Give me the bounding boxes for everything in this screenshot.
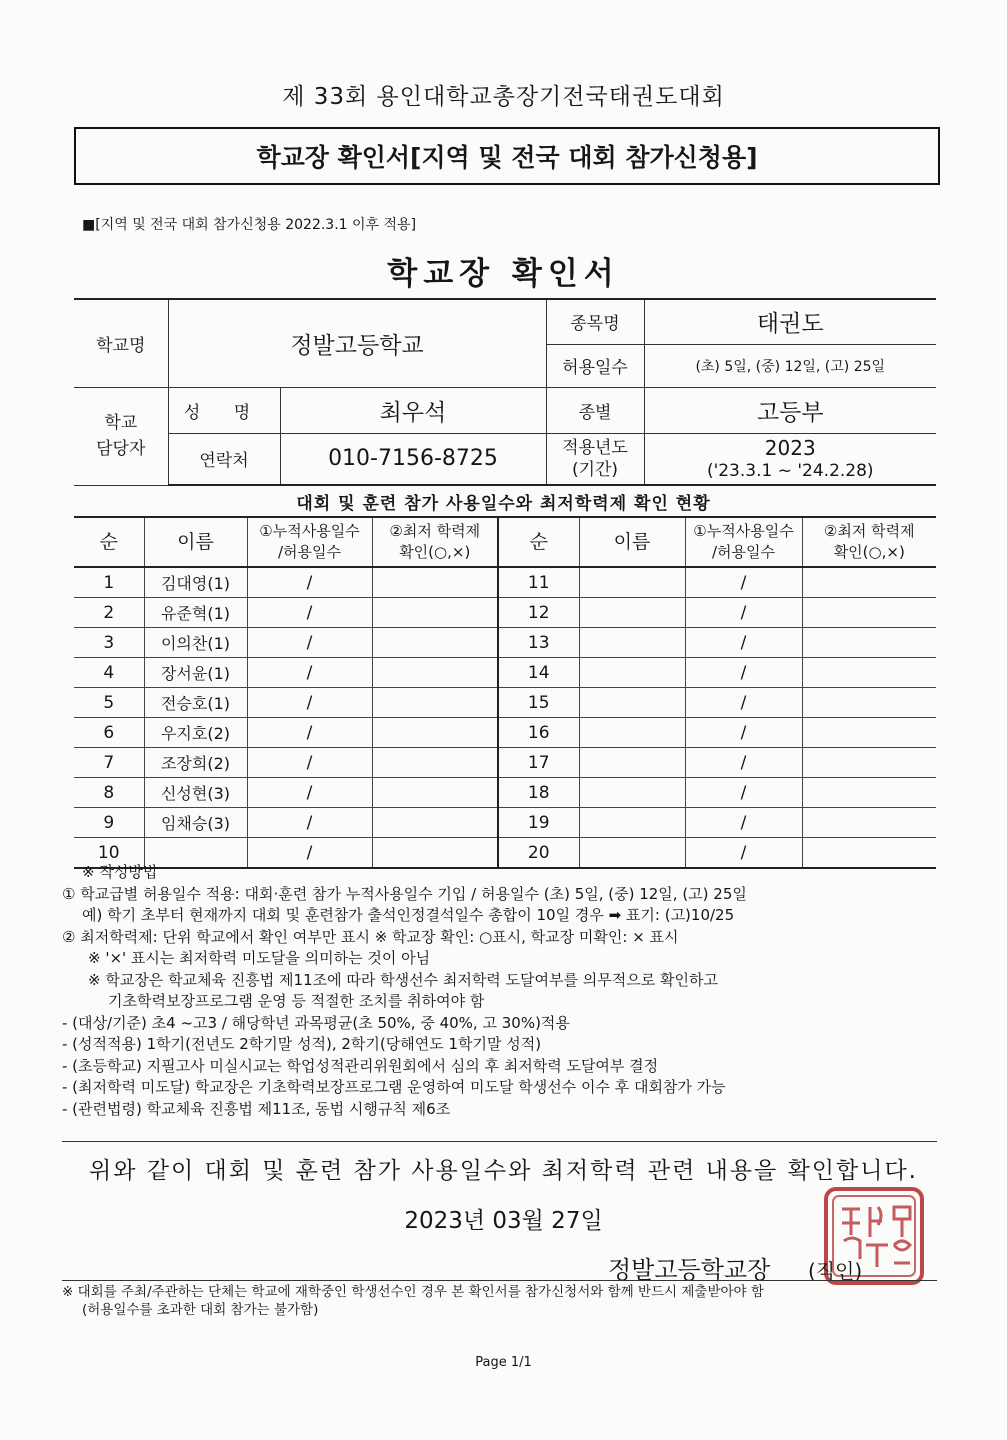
instruction-line: ② 최저학력제: 단위 학교에서 확인 여부만 표시 ※ 학교장 확인: ○표시, 학교장 미확인: × 표시 (62, 927, 679, 946)
table-row (499, 718, 936, 748)
section-title: 대회 및 훈련 참가 사용일수와 최저학력제 확인 현황 (296, 494, 711, 514)
table-row (74, 598, 498, 628)
roster-table-right (499, 516, 936, 869)
instruction-line: 예) 학기 초부터 현재까지 대회 및 훈련참가 출석인정결석일수 총합이 10일 경우 ➡ 표기: (고)10/25 (82, 906, 735, 924)
roster-min-achievement-cell (372, 688, 498, 718)
roster-days-cell: / (685, 838, 802, 869)
roster-no-cell: 17 (499, 748, 579, 778)
allowed-days-value: (초) 5일, (중) 12일, (고) 25일 (644, 344, 936, 387)
form-header-box (74, 127, 940, 185)
instruction-line: ※ '×' 표시는 최저학력 미도달을 의미하는 것이 아님 (88, 949, 431, 967)
roster-name-cell: 신성현(3) (144, 778, 247, 808)
roster-no-cell: 15 (499, 688, 579, 718)
roster-name-cell (579, 778, 685, 808)
roster-name-cell: 조장희(2) (144, 748, 247, 778)
roster-no-cell: 5 (74, 688, 144, 718)
table-row (499, 628, 936, 658)
issue-date: 2023년 03월 27일 (404, 1208, 603, 1234)
roster-min-achievement-cell (802, 748, 936, 778)
table-row (499, 567, 936, 598)
roster-min-achievement-cell (372, 567, 498, 598)
roster-no-cell: 9 (74, 808, 144, 838)
footnote-line-2: (허용일수를 초과한 대회 참가는 불가함) (82, 1302, 319, 1318)
table-row (74, 567, 498, 598)
roster-days-cell: / (247, 838, 372, 869)
roster-no-cell: 19 (499, 808, 579, 838)
instruction-line: - (대상/기준) 초4 ~고3 / 해당학년 과목평균(초 50%, 중 40%, 고 30%)적용 (62, 1013, 570, 1032)
instruction-line: - (관련법령) 학교체육 진흥법 제11조, 동법 시행규칙 제6조 (62, 1099, 451, 1118)
form-header-text: 학교장 확인서[지역 및 전국 대회 참가신청용] (256, 143, 758, 172)
allowed-days-label: 허용일수 (546, 344, 644, 387)
instruction-line: - (최저학력 미도달) 학교장은 기초학력보장프로그램 운영하여 미도달 학생선수 이수 후 대회참가 가능 (62, 1078, 726, 1096)
roster-min-achievement-cell (802, 808, 936, 838)
roster-header-no: 순 (499, 517, 579, 567)
roster-name-cell (579, 598, 685, 628)
roster-name-cell: 우지호(2) (144, 718, 247, 748)
table-row (74, 718, 498, 748)
instruction-line: ※ 학교장은 학교체육 진흥법 제11조에 따라 학생선수 최저학력 도달여부를 의무적으로 확인하고 (88, 970, 718, 989)
roster-days-cell: / (247, 718, 372, 748)
footnote-line-1: ※ 대회를 주최/주관하는 단체는 학교에 재학중인 학생선수인 경우 본 확인서를 참가신청서와 함께 반드시 제출받아야 함 (62, 1284, 764, 1300)
roster-min-achievement-cell (372, 808, 498, 838)
roster-name-cell: 이의찬(1) (144, 628, 247, 658)
roster-no-cell: 3 (74, 628, 144, 658)
manager-label: 학교 담당자 (74, 387, 168, 485)
roster-days-cell: / (247, 688, 372, 718)
roster-table-left (74, 516, 499, 869)
roster-no-cell: 18 (499, 778, 579, 808)
confirmation-statement: 위와 같이 대회 및 훈련 참가 사용일수와 최저학력 관련 내용을 확인합니다. (89, 1158, 918, 1184)
roster-no-cell: 8 (74, 778, 144, 808)
roster-no-cell: 4 (74, 658, 144, 688)
contact-value: 010-7156-8725 (280, 433, 546, 485)
roster-days-cell: / (685, 778, 802, 808)
applicable-year-value: 2023 (764, 435, 816, 460)
roster-name-cell (579, 808, 685, 838)
event-title: 제 33회 용인대학교총장기전국태권도대회 (282, 84, 725, 110)
roster-name-cell (579, 688, 685, 718)
roster-days-cell: / (685, 598, 802, 628)
table-row (74, 628, 498, 658)
roster-days-cell: / (247, 567, 372, 598)
roster-min-achievement-cell (802, 567, 936, 598)
roster-no-cell: 12 (499, 598, 579, 628)
contact-label: 연락처 (168, 433, 280, 485)
roster-days-cell: / (247, 658, 372, 688)
roster-days-cell: / (247, 598, 372, 628)
roster-no-cell: 16 (499, 718, 579, 748)
applicability-notice: ■[지역 및 전국 대회 참가신청용 2022.3.1 이후 적용] (82, 217, 417, 233)
table-row (74, 688, 498, 718)
footer-divider-line (62, 1280, 937, 1281)
roster-no-cell: 10 (74, 838, 144, 869)
roster-header-min-achievement: ②최저 학력제 확인(○,×) (372, 517, 498, 567)
roster-name-cell: 임채승(3) (144, 808, 247, 838)
roster-no-cell: 7 (74, 748, 144, 778)
roster-days-cell: / (685, 658, 802, 688)
roster-days-cell: / (685, 567, 802, 598)
document-title: 학교장 확인서 (387, 256, 620, 292)
roster-header-name: 이름 (144, 517, 247, 567)
division-label: 종별 (546, 387, 644, 433)
roster-min-achievement-cell (802, 658, 936, 688)
roster-name-cell (579, 567, 685, 598)
roster-min-achievement-cell (372, 718, 498, 748)
roster-min-achievement-cell (372, 778, 498, 808)
table-row (499, 688, 936, 718)
roster-no-cell: 13 (499, 628, 579, 658)
table-row (499, 808, 936, 838)
roster-name-cell: 유준혁(1) (144, 598, 247, 628)
roster-days-cell: / (247, 628, 372, 658)
roster-days-cell: / (685, 718, 802, 748)
table-row (74, 778, 498, 808)
roster-days-cell: / (685, 748, 802, 778)
table-row (499, 778, 936, 808)
table-row (74, 658, 498, 688)
instruction-line: 기초학력보장프로그램 운영 등 적절한 조치를 취하여야 함 (108, 992, 485, 1010)
table-row (499, 658, 936, 688)
school-info-table (74, 298, 936, 486)
roster-days-cell: / (247, 808, 372, 838)
instruction-line: - (성적적용) 1학기(전년도 2학기말 성적), 2학기(당해연도 1학기말 성적) (62, 1035, 542, 1053)
roster-min-achievement-cell (372, 658, 498, 688)
roster-min-achievement-cell (372, 748, 498, 778)
roster-min-achievement-cell (802, 598, 936, 628)
table-row (74, 748, 498, 778)
footnote (62, 1283, 942, 1319)
roster-no-cell: 14 (499, 658, 579, 688)
applicable-year-label: 적용년도 (기간) (546, 433, 644, 485)
roster-days-cell: / (685, 808, 802, 838)
roster-no-cell: 1 (74, 567, 144, 598)
roster-header-days: ①누적사용일수 /허용일수 (247, 517, 372, 567)
seal-suffix: (직인) (807, 1259, 863, 1283)
school-name-value: 정발고등학교 (168, 299, 546, 387)
sport-label: 종목명 (546, 299, 644, 344)
instruction-line: ① 학교급별 허용일수 적용: 대회·훈련 참가 누적사용일수 기입 / 허용일수 (초) 5일, (중) 12일, (고) 25일 (62, 884, 747, 903)
applicable-period-value: ('23.3.1 ~ '24.2.28) (706, 460, 874, 481)
roster-min-achievement-cell (372, 628, 498, 658)
roster-no-cell: 20 (499, 838, 579, 869)
applicable-year-cell (644, 433, 936, 485)
school-name-label: 학교명 (74, 299, 168, 387)
roster-header-name: 이름 (579, 517, 685, 567)
roster-name-cell: 장서윤(1) (144, 658, 247, 688)
roster-min-achievement-cell (372, 598, 498, 628)
roster-no-cell: 2 (74, 598, 144, 628)
roster-header-no: 순 (74, 517, 144, 567)
roster-min-achievement-cell (802, 628, 936, 658)
division-value: 고등부 (644, 387, 936, 433)
roster-name-cell (579, 718, 685, 748)
roster-header-days: ①누적사용일수 /허용일수 (685, 517, 802, 567)
instruction-line: ※ 작성방법 (82, 863, 158, 881)
roster-days-cell: / (247, 778, 372, 808)
roster-no-cell: 11 (499, 567, 579, 598)
manager-name-label: 성 명 (168, 387, 280, 433)
principal-title: 정발고등학교장 (608, 1256, 771, 1284)
roster-name-cell: 김대영(1) (144, 567, 247, 598)
divider-line (62, 1141, 937, 1142)
roster-days-cell: / (685, 628, 802, 658)
roster-days-cell: / (685, 688, 802, 718)
roster-name-cell (579, 658, 685, 688)
sport-value: 태권도 (644, 299, 936, 344)
roster-days-cell: / (247, 748, 372, 778)
page-number: Page 1/1 (475, 1355, 532, 1370)
table-row (499, 598, 936, 628)
roster-min-achievement-cell (802, 778, 936, 808)
instructions-block (62, 862, 942, 1120)
manager-name-value: 최우석 (280, 387, 546, 433)
table-row (74, 808, 498, 838)
roster-min-achievement-cell (802, 718, 936, 748)
roster-header-min-achievement: ②최저 학력제 확인(○,×) (802, 517, 936, 567)
roster-min-achievement-cell (802, 688, 936, 718)
table-row (499, 748, 936, 778)
roster-name-cell (579, 748, 685, 778)
instruction-line: - (초등학교) 지필고사 미실시교는 학업성적관리위원회에서 심의 후 최저학력 도달여부 결정 (62, 1056, 659, 1075)
roster-no-cell: 6 (74, 718, 144, 748)
roster-name-cell: 전승호(1) (144, 688, 247, 718)
roster-name-cell (579, 628, 685, 658)
